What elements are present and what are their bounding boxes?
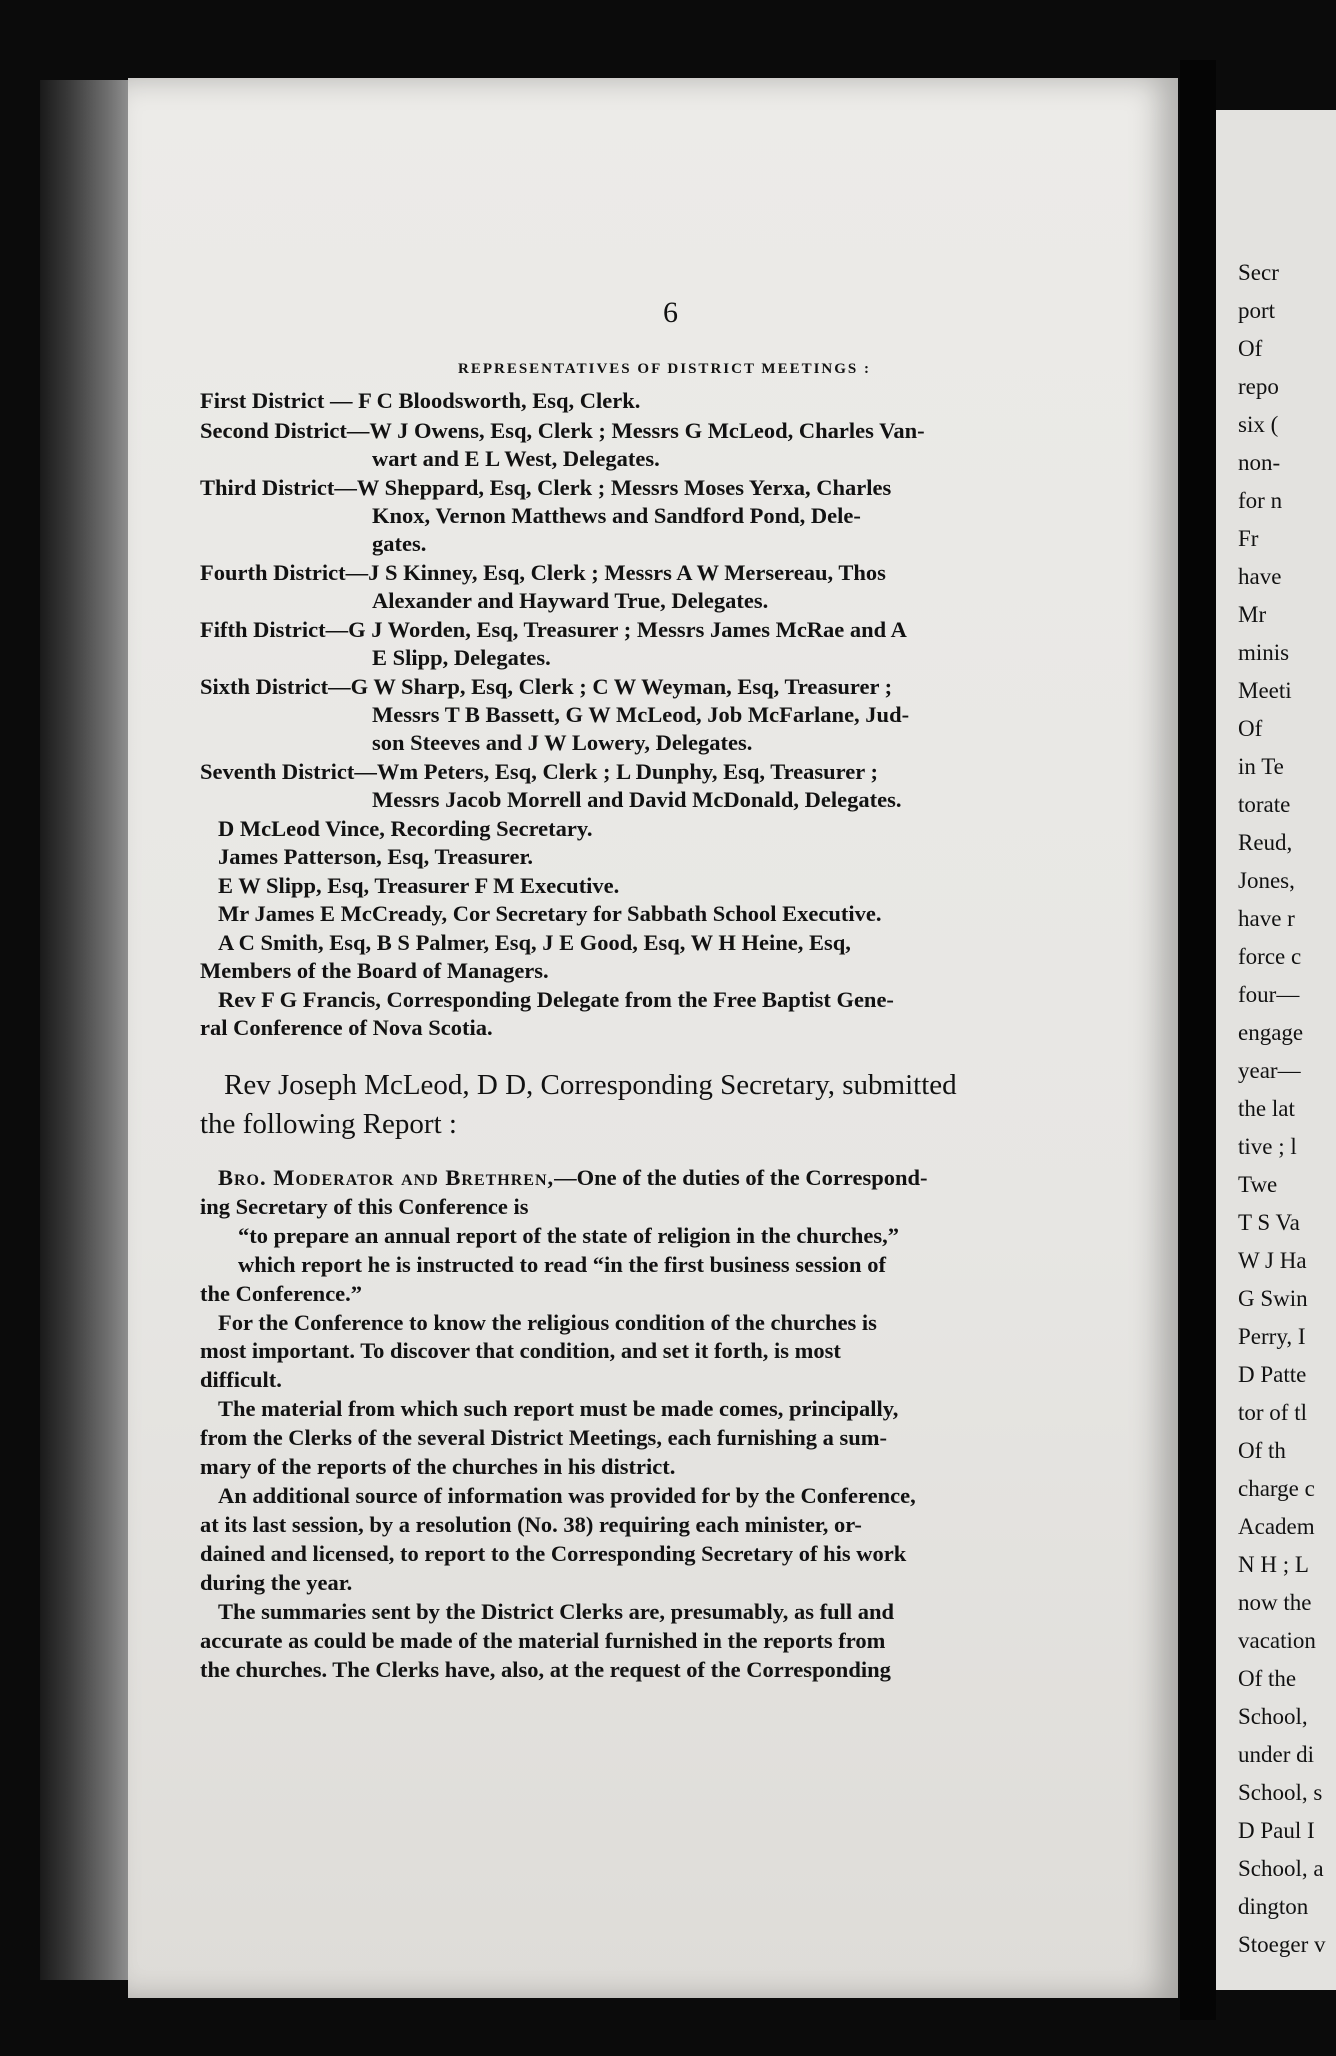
- right-page-text-fragment: School, s: [1238, 1780, 1323, 1805]
- right-page-text-fragment: Of: [1238, 716, 1263, 741]
- rep-line: Third District—W Sheppard, Esq, Clerk ; Messrs Moses Yerxa, Charles: [200, 475, 892, 500]
- right-page-text-fragment: Meeti: [1238, 678, 1292, 703]
- right-page-text-fragment: now the: [1238, 1590, 1312, 1615]
- right-page-text-fragment: Twe: [1238, 1172, 1278, 1197]
- right-page-text-fragment: School,: [1238, 1704, 1308, 1729]
- rep-line: Members of the Board of Managers.: [200, 958, 549, 983]
- rep-line: Knox, Vernon Matthews and Sandford Pond, Dele-: [372, 503, 861, 528]
- right-page-text-fragment: port: [1238, 298, 1276, 323]
- right-page-text-fragment: have r: [1238, 906, 1295, 931]
- representatives-heading: REPRESENTATIVES OF DISTRICT MEETINGS :: [458, 361, 872, 377]
- report-line: from the Clerks of the several District Meetings, each furnishing a sum-: [200, 1425, 887, 1450]
- right-page-text-fragment: torate: [1238, 792, 1291, 817]
- report-line: mary of the reports of the churches in his district.: [200, 1454, 676, 1479]
- right-page-fragment: [1216, 110, 1336, 1990]
- right-page-text-fragment: six (: [1238, 412, 1279, 437]
- report-line: For the Conference to know the religious condition of the churches is: [218, 1310, 877, 1335]
- right-page-text-fragment: Of: [1238, 336, 1263, 361]
- report-heading-line: Rev Joseph McLeod, D D, Corresponding Secretary, submitted: [224, 1069, 957, 1101]
- right-page-text-fragment: repo: [1238, 374, 1279, 399]
- report-line: dained and licensed, to report to the Corresponding Secretary of his work: [200, 1541, 907, 1566]
- rep-line: A C Smith, Esq, B S Palmer, Esq, J E Good, Esq, W H Heine, Esq,: [218, 930, 851, 955]
- rep-line: Alexander and Hayward True, Delegates.: [372, 588, 769, 613]
- report-line: at its last session, by a resolution (No. 38) requiring each minister, or-: [200, 1512, 862, 1537]
- right-page-text-fragment: G Swin: [1238, 1286, 1308, 1311]
- right-page-text-fragment: tor of tl: [1238, 1400, 1307, 1425]
- rep-line: Second District—W J Owens, Esq, Clerk ; Messrs G McLeod, Charles Van-: [200, 418, 925, 443]
- page-number: 6: [663, 296, 679, 329]
- right-page-text-fragment: for n: [1238, 488, 1283, 513]
- right-page-text-fragment: Secr: [1238, 260, 1279, 285]
- rep-line: ral Conference of Nova Scotia.: [200, 1015, 493, 1040]
- report-line: [218, 1163, 927, 1193]
- right-page-text-fragment: Of the: [1238, 1666, 1297, 1691]
- right-page-text-fragment: dington: [1238, 1894, 1309, 1919]
- report-line: the Conference.”: [200, 1281, 363, 1306]
- rep-line: wart and E L West, Delegates.: [372, 446, 660, 471]
- book-page-edge: [40, 80, 136, 1980]
- right-page-text-fragment: Jones,: [1238, 868, 1295, 893]
- report-line: ing Secretary of this Conference is: [200, 1194, 529, 1219]
- right-page-text-fragment: T S Va: [1238, 1210, 1300, 1235]
- right-page-text-fragment: Academ: [1238, 1514, 1315, 1539]
- report-line: most important. To discover that condition, and set it forth, is most: [200, 1338, 841, 1363]
- report-line: The summaries sent by the District Clerks are, presumably, as full and: [218, 1599, 895, 1624]
- report-line: which report he is instructed to read “in the first business session of: [238, 1252, 886, 1277]
- report-line: “to prepare an annual report of the state of religion in the churches,”: [238, 1223, 900, 1248]
- right-page-text-fragment: Reud,: [1238, 830, 1293, 855]
- right-page-text-fragment: D Paul I: [1238, 1818, 1315, 1843]
- right-page-text-fragment: Perry, I: [1238, 1324, 1306, 1349]
- right-page-text-fragment: tive ; l: [1238, 1134, 1297, 1159]
- report-line: during the year.: [200, 1570, 353, 1595]
- right-page-text-fragment: engage: [1238, 1020, 1304, 1045]
- right-page-text-fragment: minis: [1238, 640, 1290, 665]
- rep-line: Mr James E McCready, Cor Secretary for Sabbath School Executive.: [218, 901, 882, 926]
- right-page-text-fragment: have: [1238, 564, 1282, 589]
- right-page-text-fragment: in Te: [1238, 754, 1284, 779]
- left-page: [128, 78, 1178, 1998]
- report-line: The material from which such report must be made comes, principally,: [218, 1396, 899, 1421]
- right-page-text-fragment: charge c: [1238, 1476, 1315, 1501]
- report-line: difficult.: [200, 1367, 282, 1392]
- right-page-text-fragment: the lat: [1238, 1096, 1295, 1121]
- rep-line: E Slipp, Delegates.: [372, 645, 551, 670]
- rep-line: D McLeod Vince, Recording Secretary.: [218, 816, 593, 841]
- report-line: accurate as could be made of the material furnished in the reports from: [200, 1628, 886, 1653]
- rep-line: Messrs T B Bassett, G W McLeod, Job McFarlane, Jud-: [372, 702, 910, 727]
- right-page-text-fragment: Fr: [1238, 526, 1259, 551]
- report-salutation: Bro. Moderator and Brethren,: [218, 1165, 555, 1190]
- report-heading-line: the following Report :: [200, 1108, 457, 1140]
- rep-line: E W Slipp, Esq, Treasurer F M Executive.: [218, 873, 620, 898]
- right-page-text-fragment: Mr: [1238, 602, 1267, 627]
- right-page-text-fragment: four—: [1238, 982, 1300, 1007]
- rep-line: Fourth District—J S Kinney, Esq, Clerk ; Messrs A W Mersereau, Thos: [200, 560, 886, 585]
- rep-line: Messrs Jacob Morrell and David McDonald, Delegates.: [372, 787, 902, 812]
- rep-line: Fifth District—G J Worden, Esq, Treasurer ; Messrs James McRae and A: [200, 617, 907, 642]
- rep-line: Sixth District—G W Sharp, Esq, Clerk ; C W Weyman, Esq, Treasurer ;: [200, 674, 893, 699]
- right-page-text-fragment: force c: [1238, 944, 1302, 969]
- right-page-text-fragment: N H ; L: [1238, 1552, 1309, 1577]
- rep-line: gates.: [372, 531, 427, 556]
- right-page-text-fragment: year—: [1238, 1058, 1301, 1083]
- right-page-text-fragment: under di: [1238, 1742, 1315, 1767]
- report-line: the churches. The Clerks have, also, at the request of the Corresponding: [200, 1657, 891, 1682]
- right-page-text-fragment: W J Ha: [1238, 1248, 1307, 1273]
- rep-line: Seventh District—Wm Peters, Esq, Clerk ; L Dunphy, Esq, Treasurer ;: [200, 759, 878, 784]
- right-page-text-fragment: non-: [1238, 450, 1281, 475]
- right-page-text-fragment: School, a: [1238, 1856, 1324, 1881]
- report-line: An additional source of information was provided for by the Conference,: [218, 1483, 916, 1508]
- rep-line: Rev F G Francis, Corresponding Delegate from the Free Baptist Gene-: [218, 987, 894, 1012]
- report-line-text: —One of the duties of the Correspond-: [554, 1165, 928, 1190]
- rep-line: First District — F C Bloodsworth, Esq, Clerk.: [200, 388, 641, 413]
- right-page-text-fragment: D Patte: [1238, 1362, 1307, 1387]
- book-gutter: [1180, 60, 1216, 2020]
- rep-line: James Patterson, Esq, Treasurer.: [218, 844, 533, 869]
- right-page-text-fragment: Of th: [1238, 1438, 1286, 1463]
- right-page-text-fragment: vacation: [1238, 1628, 1316, 1653]
- rep-line: son Steeves and J W Lowery, Delegates.: [372, 730, 753, 755]
- right-page-text-fragment: Stoeger v: [1238, 1932, 1326, 1957]
